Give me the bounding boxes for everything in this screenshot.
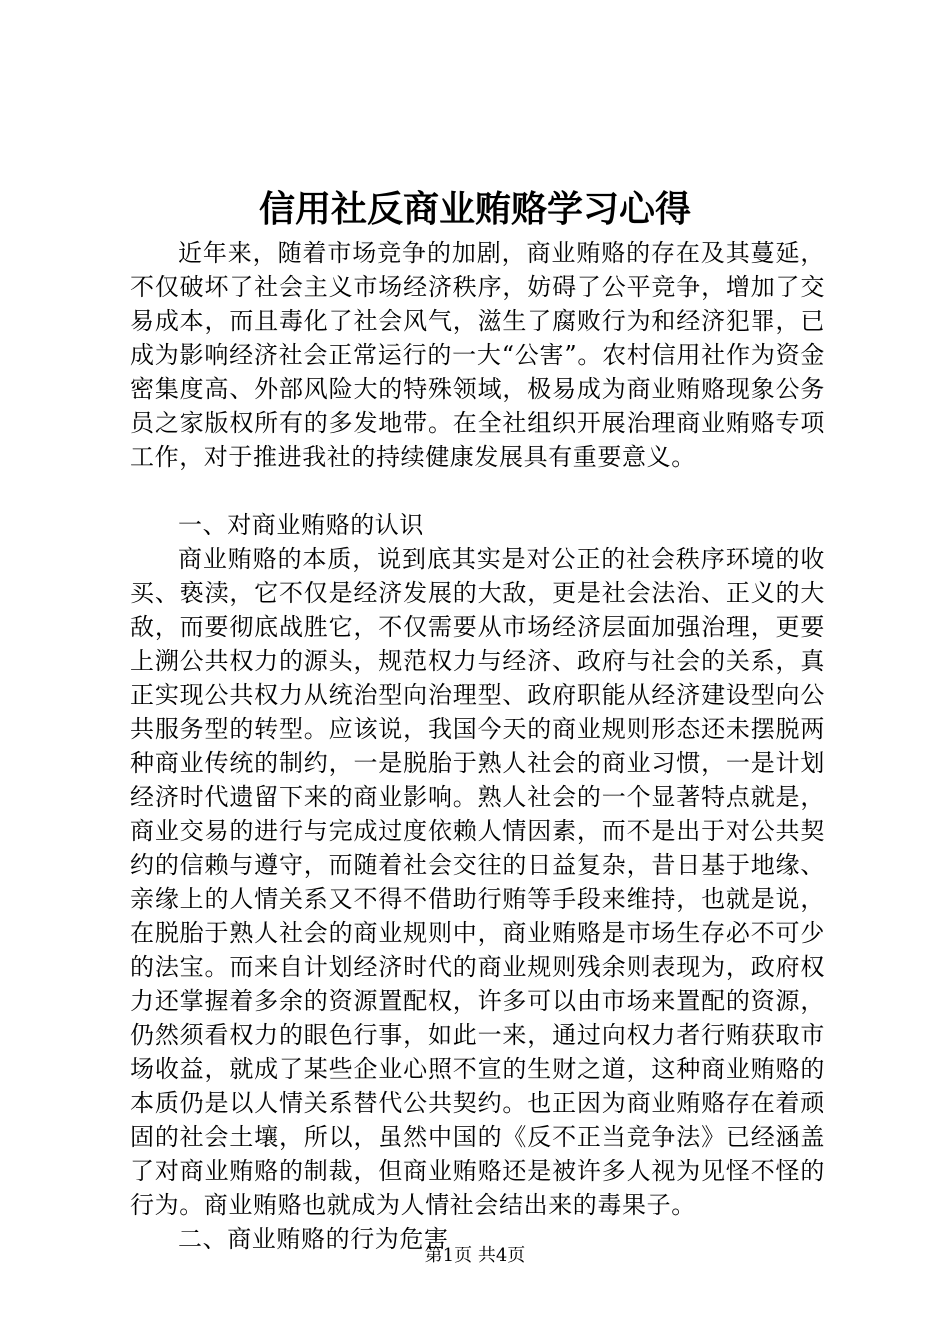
section-1-paragraph: 商业贿赂的本质，说到底其实是对公正的社会秩序环境的收买、亵渎，它不仅是经济发展的大敌，更是社会法治、正义的大敌，而要彻底战胜它，不仅需要从市场经济层面加强治理，更要上溯公共权力的源头，规范权力与经济、政府与社会的关系，真正实现公共权力从统治型向治理型、政府职能从经济建设型向公共服务型的转型。应该说，我国今天的商业规则形态还未摆脱两种商业传统的制约，一是脱胎于熟人社会的商业习惯，一是计划经济时代遗留下来的商业影响。熟人社会的一个显著特点就是，商业交易的进行与完成过度依赖人情因素，而不是出于对公共契约的信赖与遵守，而随着社会交往的日益复杂，昔日基于地缘、亲缘上的人情关系又不得不借助行贿等手段来维持，也就是说，在脱胎于熟人社会的商业规则中，商业贿赂是市场生存必不可少的法宝。而来自计划经济时代的商业规则残余则表现为，政府权力还掌握着多余的资源置配权，许多可以由市场来置配的资源，仍然须看权力的眼色行事，如此一来，通过向权力者行贿获取市场收益，就成了某些企业心照不宣的生财之道，这种商业贿赂的本质仍是以人情关系替代公共契约。也正因为商业贿赂存在着顽固的社会土壤，所以，虽然中国的《反不正当竞争法》已经涵盖了对商业贿赂的制裁，但商业贿赂还是被许多人视为见怪不怪的行为。商业贿赂也就成为人情社会结出来的毒果子。 bbox=[130, 545, 825, 1219]
section-heading-1: 一、对商业贿赂的认识 bbox=[178, 511, 424, 539]
page-footer: 第1页 共4页 bbox=[424, 1245, 526, 1266]
paragraph-spacer bbox=[130, 474, 825, 508]
intro-paragraph: 近年来，随着市场竞争的加剧，商业贿赂的存在及其蔓延，不仅破坏了社会主义市场经济秩序，妨碍了公平竞争，增加了交易成本，而且毒化了社会风气，滋生了腐败行为和经济犯罪，已成为影响经济社会正常运行的一大“公害”。农村信用社作为资金密集度高、外部风险大的特殊领域，极易成为商业贿赂现象公务员之家版权所有的多发地带。在全社组织开展治理商业贿赂专项工作，对于推进我社的持续健康发展具有重要意义。 bbox=[130, 239, 825, 471]
document-title: 信用社反商业贿赂学习心得 bbox=[258, 188, 691, 230]
document-body bbox=[130, 236, 825, 1256]
section-heading-2: 二、商业贿赂的行为危害 bbox=[178, 1225, 449, 1253]
